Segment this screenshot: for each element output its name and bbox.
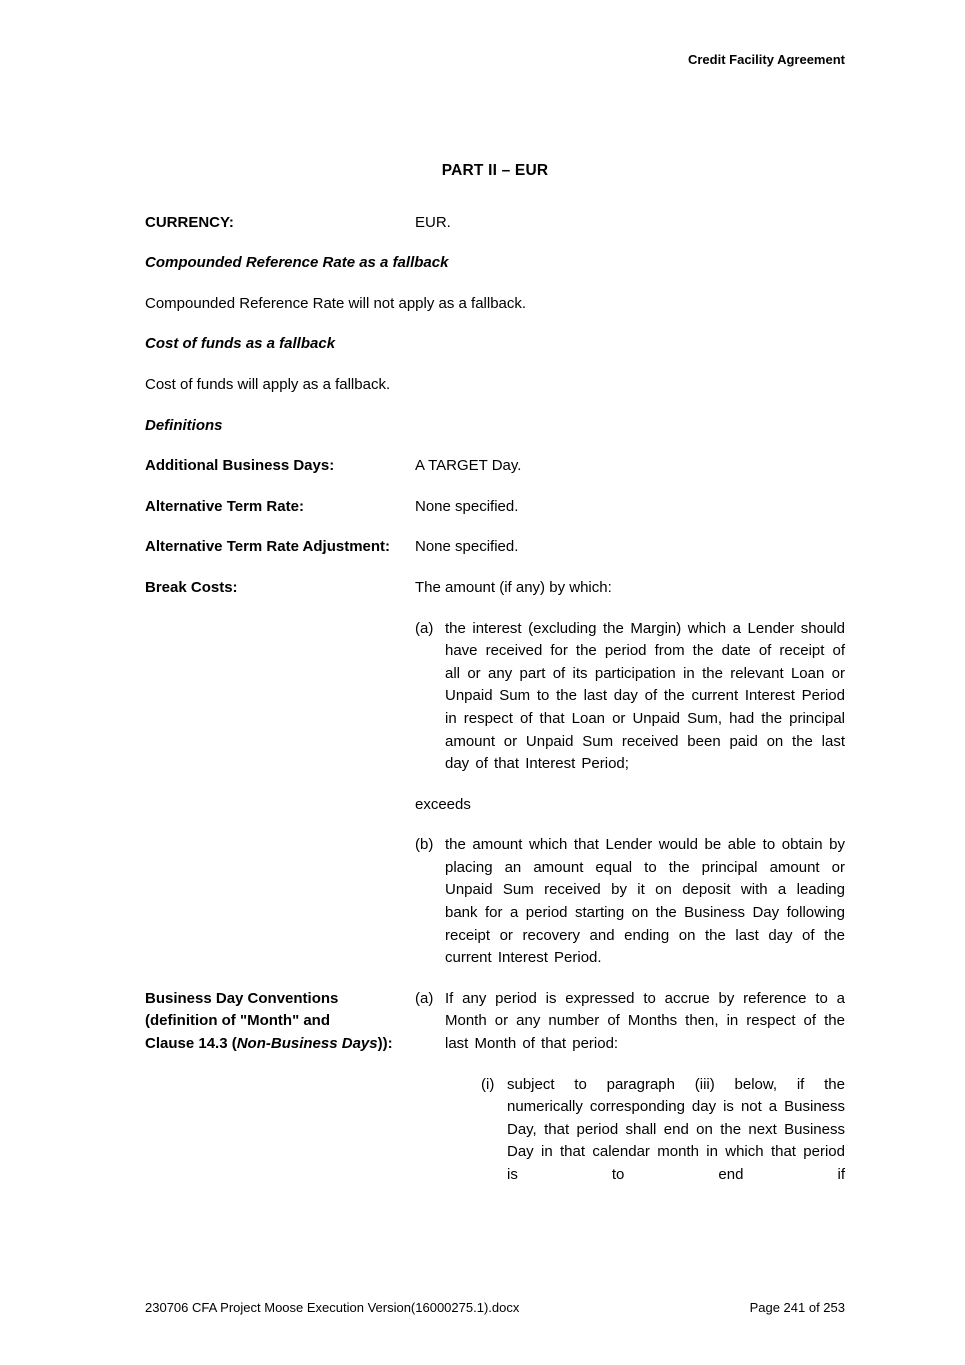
break-costs-item-b-text: the amount which that Lender would be able to obtain by placing an amount equal to the principal amount or Unpaid Sum received by it on deposit with a leading bank for a period starting on the Business Day following receipt or recovery and ending on the last day of the current Interest Period. [445,836,845,967]
list-marker-b: (b) [415,836,434,854]
definition-label: Alternative Term Rate: [145,497,304,515]
currency-row [145,212,845,235]
business-day-conventions-item-i [481,1074,845,1187]
footer-filename: 230706 CFA Project Moose Execution Version(16000275.1).docx [145,1300,520,1315]
business-day-conventions-value [415,988,845,1187]
definition-row-additional-business-days [145,455,845,478]
break-costs-label: Break Costs: [145,578,238,596]
definition-value: A TARGET Day. [415,457,522,475]
business-day-conventions-label-line-2: (definition of "Month" and [145,1012,331,1030]
heading-definitions: Definitions [145,416,223,434]
definition-value: None specified. [415,497,519,515]
heading-compounded-reference-rate: Compounded Reference Rate as a fallback [145,254,449,272]
definition-row-alternative-term-rate [145,496,845,519]
label-line-3-defined-term: Non-Business Days [236,1035,378,1053]
break-costs-intro: The amount (if any) by which: [415,578,612,596]
business-day-conventions-item-a-text: If any period is expressed to accrue by reference to a Month or any number of Months then, in respect of the last Month of that period: [445,989,845,1053]
currency-value: EUR. [415,213,451,231]
list-marker-a: (a) [415,619,434,637]
list-marker-a: (a) [415,989,434,1007]
business-day-conventions-label [145,988,415,1187]
list-marker-i: (i) [481,1075,495,1093]
page-content [145,160,845,1205]
running-footer [145,1299,845,1316]
break-costs-item-a-text: the interest (excluding the Margin) which a Lender should have received for the period from the date of receipt of all or any part of its participation in the relevant Loan or Unpaid Sum to the last day of the current Interest Period in respect of that Loan or Unpaid Sum, had the principal amount or Unpaid Sum received been paid on the last day of that Interest Period; [445,619,845,773]
definition-row-business-day-conventions [145,988,845,1187]
break-costs-connector: exceeds [415,795,471,813]
header-doc-title: Credit Facility Agreement [687,52,845,67]
running-header [145,51,845,68]
business-day-conventions-item-a [415,988,845,1056]
compounded-reference-rate-body: Compounded Reference Rate will not apply as a fallback. [145,294,527,312]
part-title: PART II – EUR [441,162,549,179]
definition-row-break-costs [145,577,845,970]
business-day-conventions-label-line-3 [145,1033,407,1056]
break-costs-value [415,577,845,970]
definition-row-alternative-term-rate-adjustment [145,536,845,559]
business-day-conventions-label-line-1: Business Day Conventions [145,989,339,1007]
definition-label: Alternative Term Rate Adjustment: [145,538,391,556]
business-day-conventions-item-i-text: subject to paragraph (iii) below, if the numerically corresponding day is not a Business Day, that period shall end on the next Business Day in that calendar month in which that period is to end if [507,1075,845,1183]
definition-value: None specified. [415,538,519,556]
label-line-3-prefix: Clause 14.3 ( [145,1035,237,1053]
footer-page-number: Page 241 of 253 [749,1300,845,1315]
break-costs-item-b [415,834,845,970]
break-costs-item-a [415,618,845,776]
currency-label: CURRENCY: [145,213,234,231]
heading-cost-of-funds: Cost of funds as a fallback [145,335,336,353]
label-line-3-suffix: )): [377,1035,393,1053]
definition-label: Additional Business Days: [145,457,335,475]
cost-of-funds-body: Cost of funds will apply as a fallback. [145,375,391,393]
